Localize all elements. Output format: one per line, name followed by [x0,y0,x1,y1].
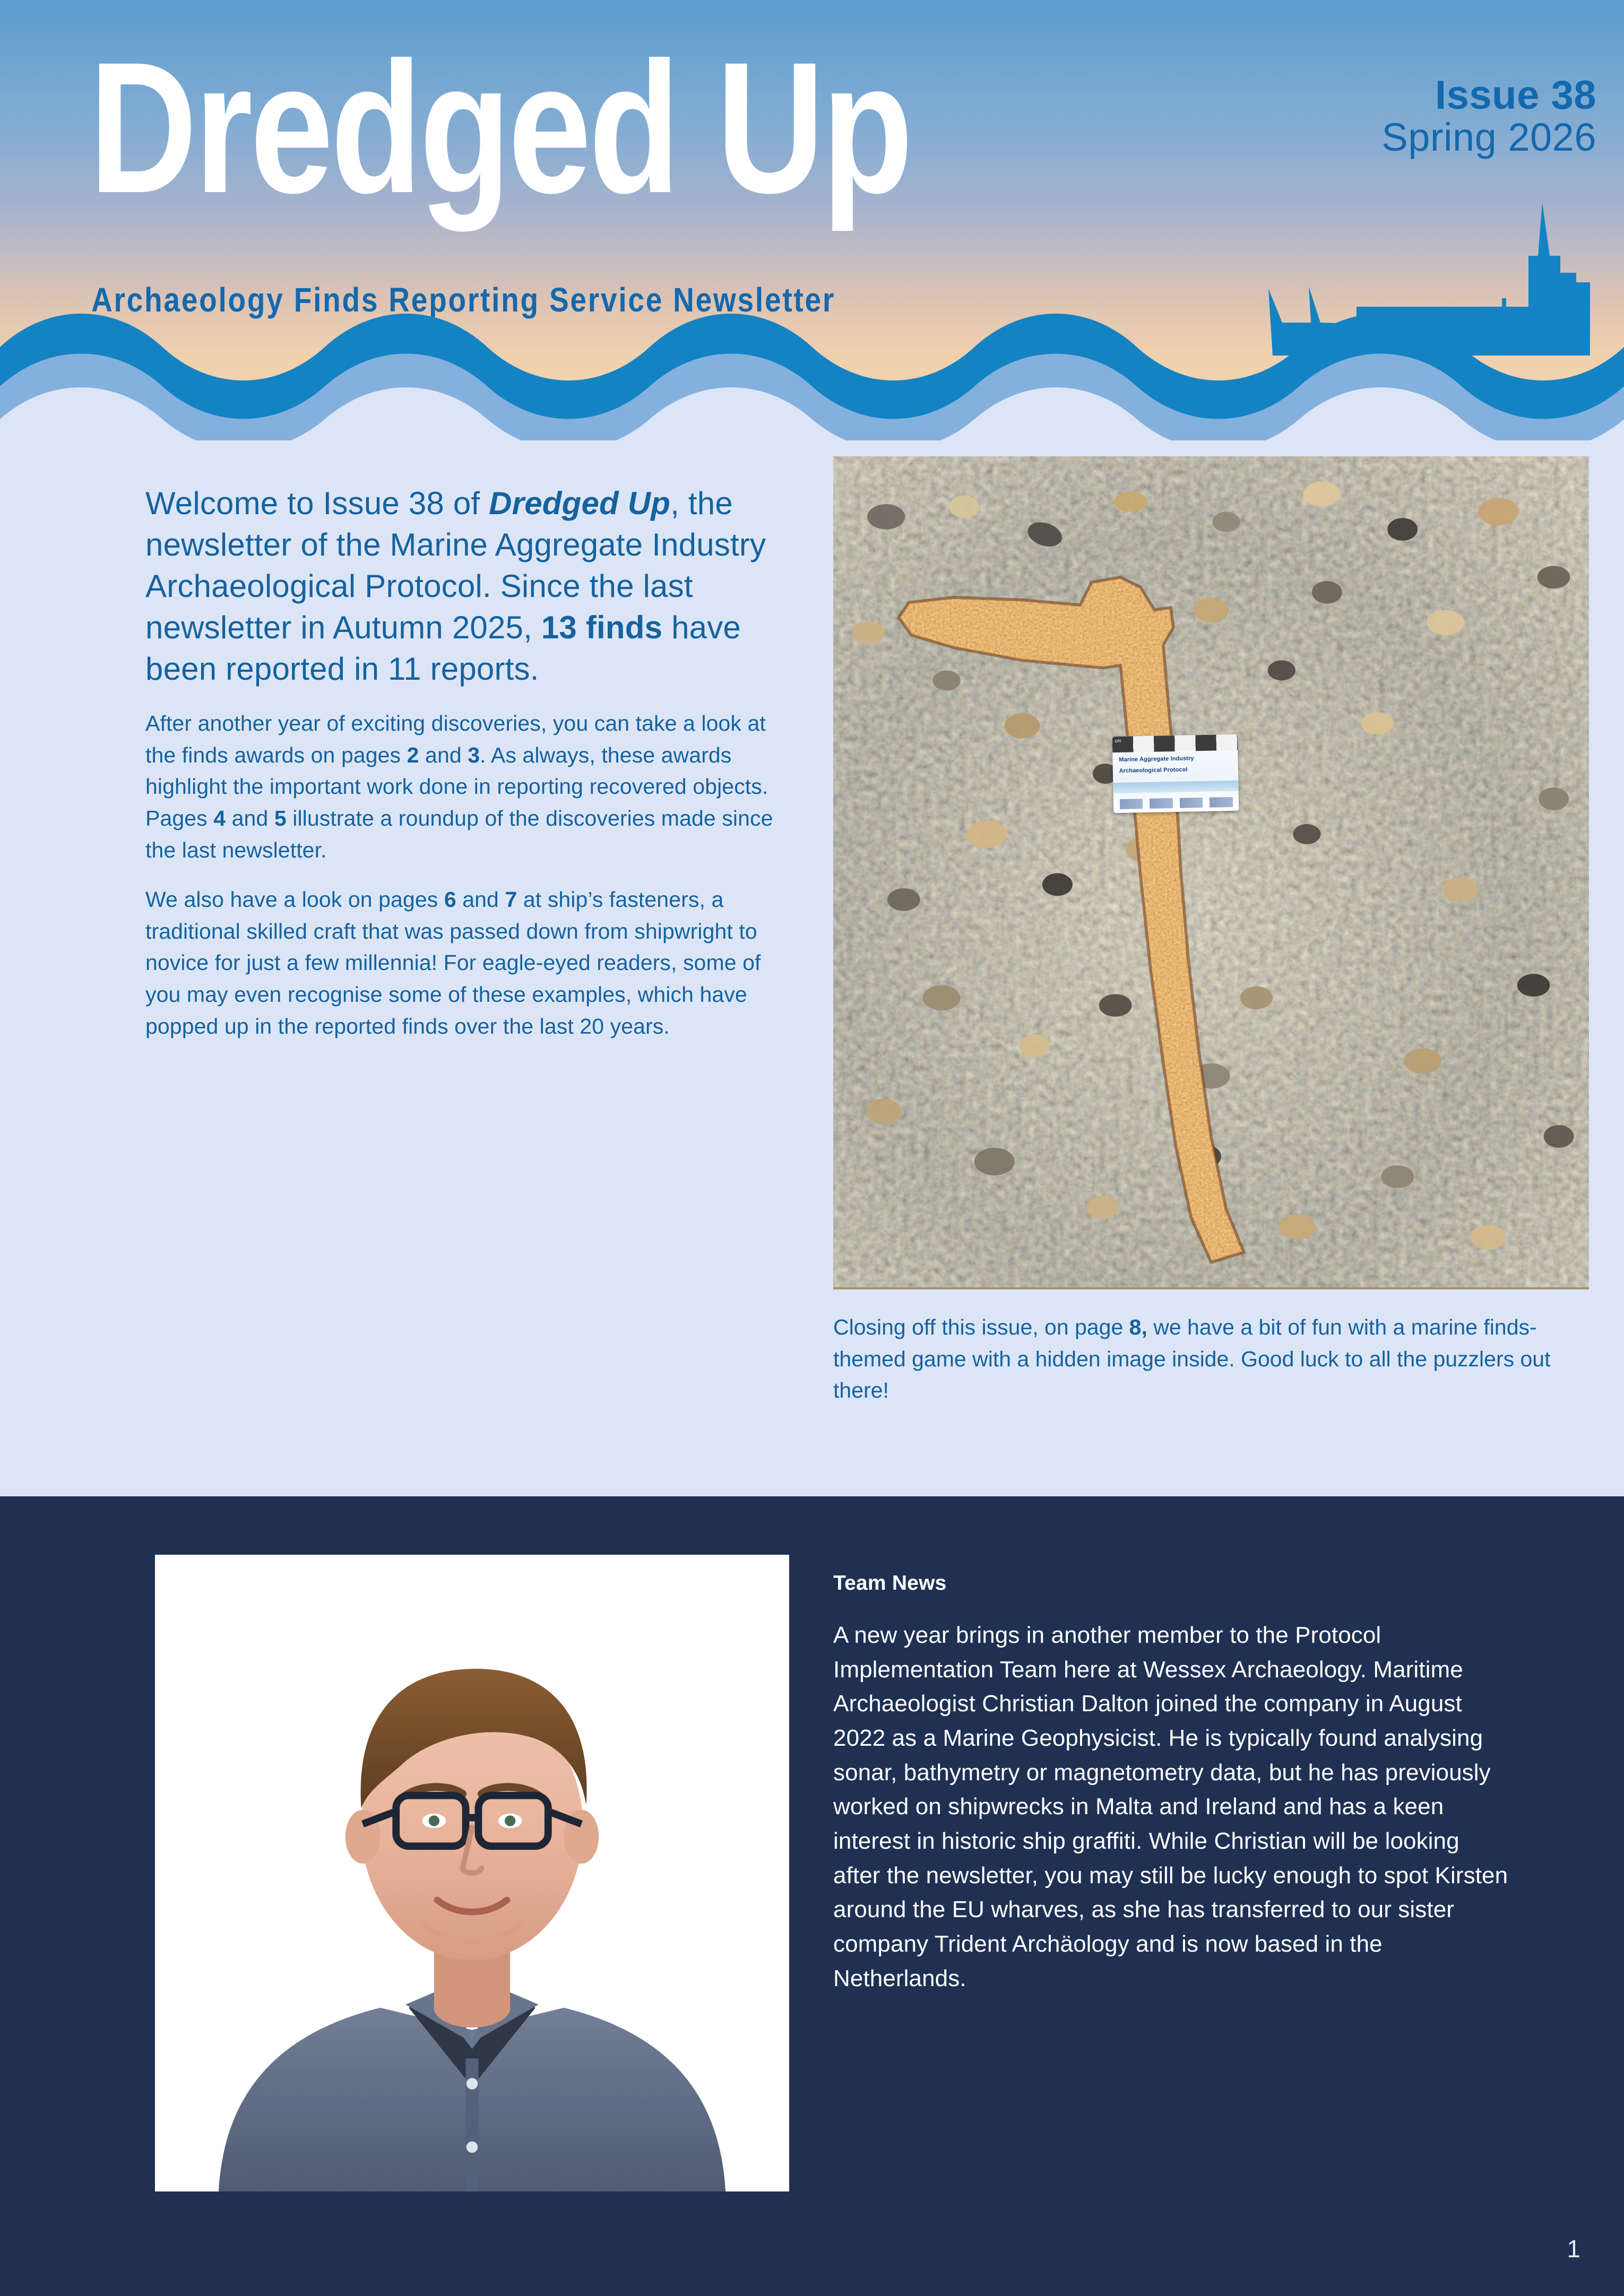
scale-card-ruler [1112,734,1238,753]
p1-text-e: illustrate a roundup of the discoveries made since the last newsletter. [145,805,773,862]
lede-text-b: , the newsletter of the Marine Aggregate Industry Archaeological Protocol. Since the last newsletter in Autumn 2025, [145,486,766,645]
page-ref-7: 7 [505,887,517,912]
scale-card-line-1: Marine Aggregate Industry [1119,755,1194,763]
lede-text-a: Welcome to Issue 38 of [145,486,489,521]
portrait-illustration [155,1555,789,2191]
team-news-text [833,1572,1513,1996]
p2-text-b: and [456,887,505,912]
logo-mark-1 [1120,799,1143,810]
page-ref-3: 3 [468,742,480,767]
team-news-body: A new year brings in another member to the Protocol Implementation Team here at Wessex Archaeology. Maritime Archaeologist Christian Dalton joined the company in August 2022 as a Marine Geophysicist. He is typically found analysing sonar, bathymetry or magnetometry data, but he has previously worked on shipwrecks in Malta and Ireland and has a keen interest in historic ship graffiti. While Christian will be looking after the newsletter, you may still be lucky enough to spot Kirsten around the EU wharves, as she has transferred to our sister company Trident Archäology and is now based in the Netherlands. [833,1622,1508,1991]
lede-text-c: have been reported in 11 reports. [145,610,741,687]
photo-caption [833,1312,1589,1407]
scale-card-unit: cm [1115,738,1121,744]
scale-card-wave-graphic [1113,780,1239,793]
page-ref-4: 4 [213,805,226,830]
p1-text-a: After another year of exciting discoveries, you can take a look at the finds awards on pages [145,711,766,767]
page-number: 1 [1567,2235,1580,2263]
anchor-photo [833,456,1589,1289]
shingle-seabed-image [833,456,1589,1287]
scale-card-line-2: Archaeological Protocol [1119,766,1188,775]
page-title: Dredged Up [89,23,911,232]
intro-section [0,440,1624,1496]
caption-text-a: Closing off this issue, on page [833,1315,1129,1339]
team-news-section [0,1496,1624,2296]
page-ref-2: 2 [407,742,419,767]
intro-paragraph-2 [145,884,793,1042]
page-ref-6: 6 [444,887,456,912]
p1-text-c: . As always, these awards highlight the important work done in reporting recovered objects. Pages [145,742,768,830]
logo-mark-3 [1179,798,1203,808]
scale-card-logos [1120,797,1233,809]
masthead-subtitle: Archaeology Finds Reporting Service Newsletter [91,281,836,319]
scale-card [1112,734,1239,813]
logo-mark-2 [1150,799,1173,809]
issue-info [1381,74,1596,159]
p2-text-a: We also have a look on pages [145,887,444,912]
p2-text-c: at ship’s fasteners, a traditional skilled craft that was passed down from shipwright to novice for just a few millennia! For eagle-eyed readers, some of you may even recognise some of these examples, which have popped up in the reported finds over the last 20 years. [145,887,761,1038]
lede-publication-name: Dredged Up [489,486,671,521]
logo-mark-4 [1210,797,1233,808]
issue-number: Issue 38 [1435,73,1596,118]
wave-divider [0,292,1624,440]
team-member-portrait [155,1555,789,2191]
masthead [0,0,1624,440]
issue-date: Spring 2026 [1381,115,1596,160]
team-news-heading: Team News [833,1572,947,1595]
lede-finds-count: 13 finds [541,610,663,645]
lede-paragraph [145,483,793,690]
intro-paragraph-1 [145,708,793,866]
p1-text-d: and [226,805,274,830]
page-ref-5: 5 [274,805,287,830]
page-ref-8: 8, [1129,1315,1147,1339]
caption-text-b: we have a bit of fun with a marine finds-themed game with a hidden image inside. Good luck to all the puzzlers out there! [833,1315,1551,1403]
p1-text-b: and [419,742,468,767]
intro-text-column [145,483,793,1042]
